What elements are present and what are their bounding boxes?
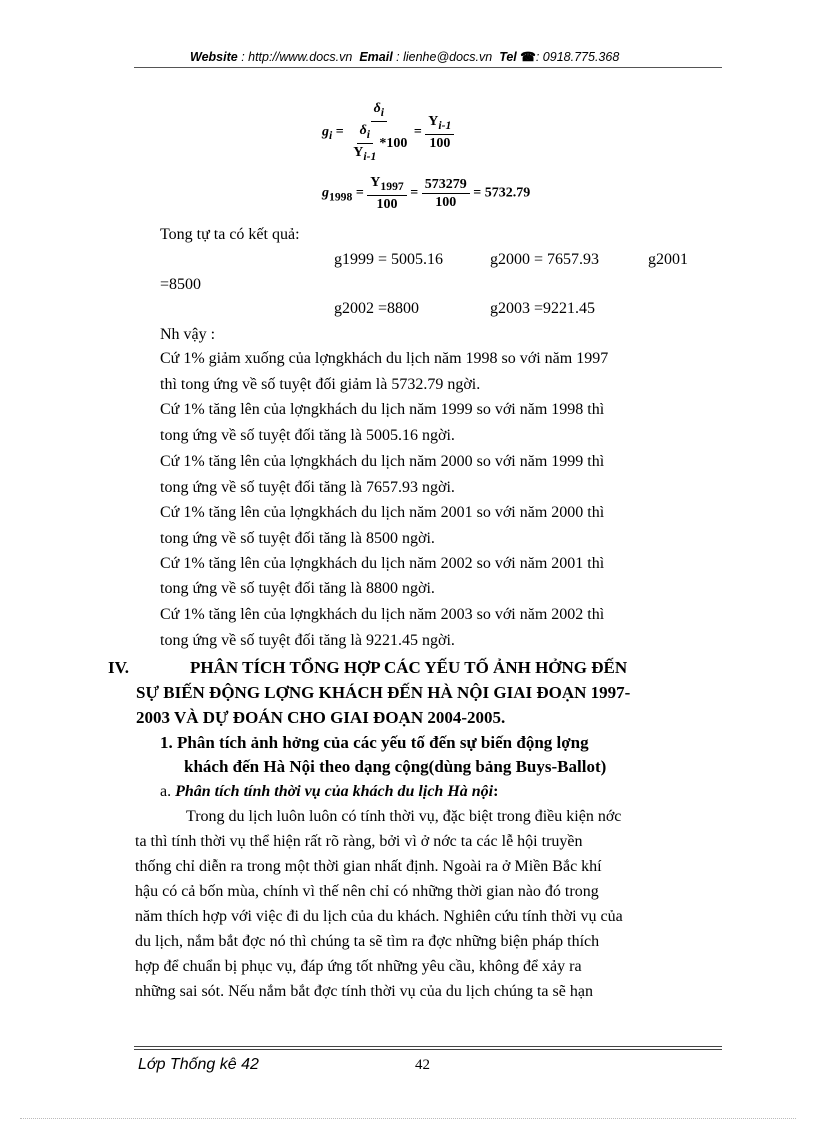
footer-rule (134, 1046, 722, 1047)
conclusion-line: thì tong ứng về số tuyệt đối giảm là 5732.79 ngời. (160, 376, 481, 393)
result-g2003: g2003 =9221.45 (490, 300, 596, 317)
section-number: IV. (108, 658, 129, 677)
conclusion-line: Cứ 1% giảm xuống của lợngkhách du lịch năm 1998 so với năm 1997 (160, 350, 609, 367)
tel-label: Tel (499, 50, 517, 64)
paragraph-line: Trong du lịch luôn luôn có tính thời vụ, đặc biệt trong điều kiện nớc (186, 808, 622, 825)
paragraph-line: năm thích hợp với việc đi du lịch của du khách. Nghiên cứu tính thời vụ của (135, 908, 623, 925)
conclusion-line: Cứ 1% tăng lên của lợngkhách du lịch năm 1999 so với năm 1998 thì (160, 401, 605, 418)
result-g2000: g2000 = 7657.93 (490, 251, 600, 268)
conclusion-line: Cứ 1% tăng lên của lợngkhách du lịch năm 2000 so với năm 1999 thì (160, 453, 605, 470)
section-heading-line: PHÂN TÍCH TỔNG HỢP CÁC YẾU TỐ ẢNH HỞNG ĐẾN (190, 658, 628, 677)
page-bottom-border (20, 1118, 796, 1119)
paragraph-line: ta thì tính thời vụ thể hiện rất rõ ràng, bởi vì ở nớc ta các lễ hội truyền (135, 833, 583, 850)
page-header (190, 49, 619, 64)
conclusion-line: tong ứng về số tuyệt đối tăng là 8500 ngời. (160, 530, 435, 547)
email-value: : lienhe@docs.vn (396, 50, 493, 64)
result-g2001: g2001 (648, 251, 688, 268)
conclusion-line: Cứ 1% tăng lên của lợngkhách du lịch năm 2001 so với năm 2000 thì (160, 504, 605, 521)
paragraph-line: du lịch, nắm bắt đợc nó thì chúng ta sẽ tìm ra đợc những biện pháp thích (135, 933, 600, 950)
result-g1999: g1999 = 5005.16 (334, 251, 444, 268)
conclusion-line: Cứ 1% tăng lên của lợngkhách du lịch năm 2003 so với năm 2002 thì (160, 606, 605, 623)
subsection-heading-line: 1. Phân tích ảnh hởng của các yếu tố đến sự biến động lợng (160, 733, 589, 752)
conclusion-line: tong ứng về số tuyệt đối tăng là 9221.45 ngời. (160, 632, 455, 649)
header-rule (134, 67, 722, 68)
page-number: 42 (415, 1057, 430, 1073)
section-heading-line: SỰ BIẾN ĐỘNG LỢNG KHÁCH ĐẾN HÀ NỘI GIAI ĐOẠN 1997- (136, 683, 631, 702)
formula-g1998: $g_{1998}$ = $\frac{Y_{1997}}{100}$ = $\frac{573279}{100}$ = 5732.79 (322, 175, 531, 212)
conclusion-line: tong ứng về số tuyệt đối tăng là 7657.93 ngời. (160, 479, 455, 496)
section-heading-line: 2003 VÀ DỰ ĐOÁN CHO GIAI ĐOẠN 2004-2005. (136, 708, 506, 727)
result-g2002: g2002 =8800 (334, 300, 420, 317)
paragraph-line: thống chỉ diễn ra trong một thời gian nhất định. Ngoài ra ở Miền Bắc khí (135, 858, 602, 875)
subsection-heading-line: khách đến Hà Nội theo dạng cộng(dùng bảng Buys-Ballot) (184, 757, 607, 776)
phone-icon: ☎ (520, 50, 536, 64)
paragraph-line: hậu có cả bốn mùa, chính vì thế nên chỉ có những thời gian nào đó trong (135, 883, 599, 900)
results-intro: Tong tự ta có kết quả: (160, 226, 300, 243)
conclusion-line: tong ứng về số tuyệt đối tăng là 5005.16 ngời. (160, 427, 455, 444)
conclusion-line: tong ứng về số tuyệt đối tăng là 8800 ngời. (160, 580, 435, 597)
email-label: Email (359, 50, 393, 64)
footer-rule-2 (134, 1049, 722, 1050)
formula-gi-main-fraction: $\delta_i$ $\frac{\delta_i}{Y_{i-1}}$ *100 (353, 101, 408, 163)
website-label: Website (190, 50, 238, 64)
conclusion-line: Cứ 1% tăng lên của lợngkhách du lịch năm 2002 so với năm 2001 thì (160, 555, 605, 572)
formula-gi-rhs-fraction: $\frac{Y_{i-1}}{100}$ (425, 113, 454, 152)
subsection-a-heading: a. Phân tích tính thời vụ của khách du lịch Hà nội: (160, 783, 499, 800)
website-value: : http://www.docs.vn (241, 50, 353, 64)
footer-course: Lớp Thống kê 42 (138, 1056, 259, 1073)
result-g2001-value: =8500 (160, 276, 202, 293)
paragraph-line: những sai sót. Nếu nắm bắt đợc tính thời vụ của du lịch chúng ta sẽ hạn (135, 983, 593, 1000)
paragraph-line: hợp để chuẩn bị phục vụ, đáp ứng tốt những yêu cầu, không để xảy ra (135, 958, 582, 975)
tel-value: : 0918.775.368 (535, 50, 620, 64)
conclusion-intro: Nh vậy : (160, 326, 216, 343)
formula-gi: $g_i$ = $\delta_i$ $\frac{\delta_i}{Y_{i-1}}$ *100 = $\frac{Y_{i-1}}{100}$ (322, 100, 454, 164)
